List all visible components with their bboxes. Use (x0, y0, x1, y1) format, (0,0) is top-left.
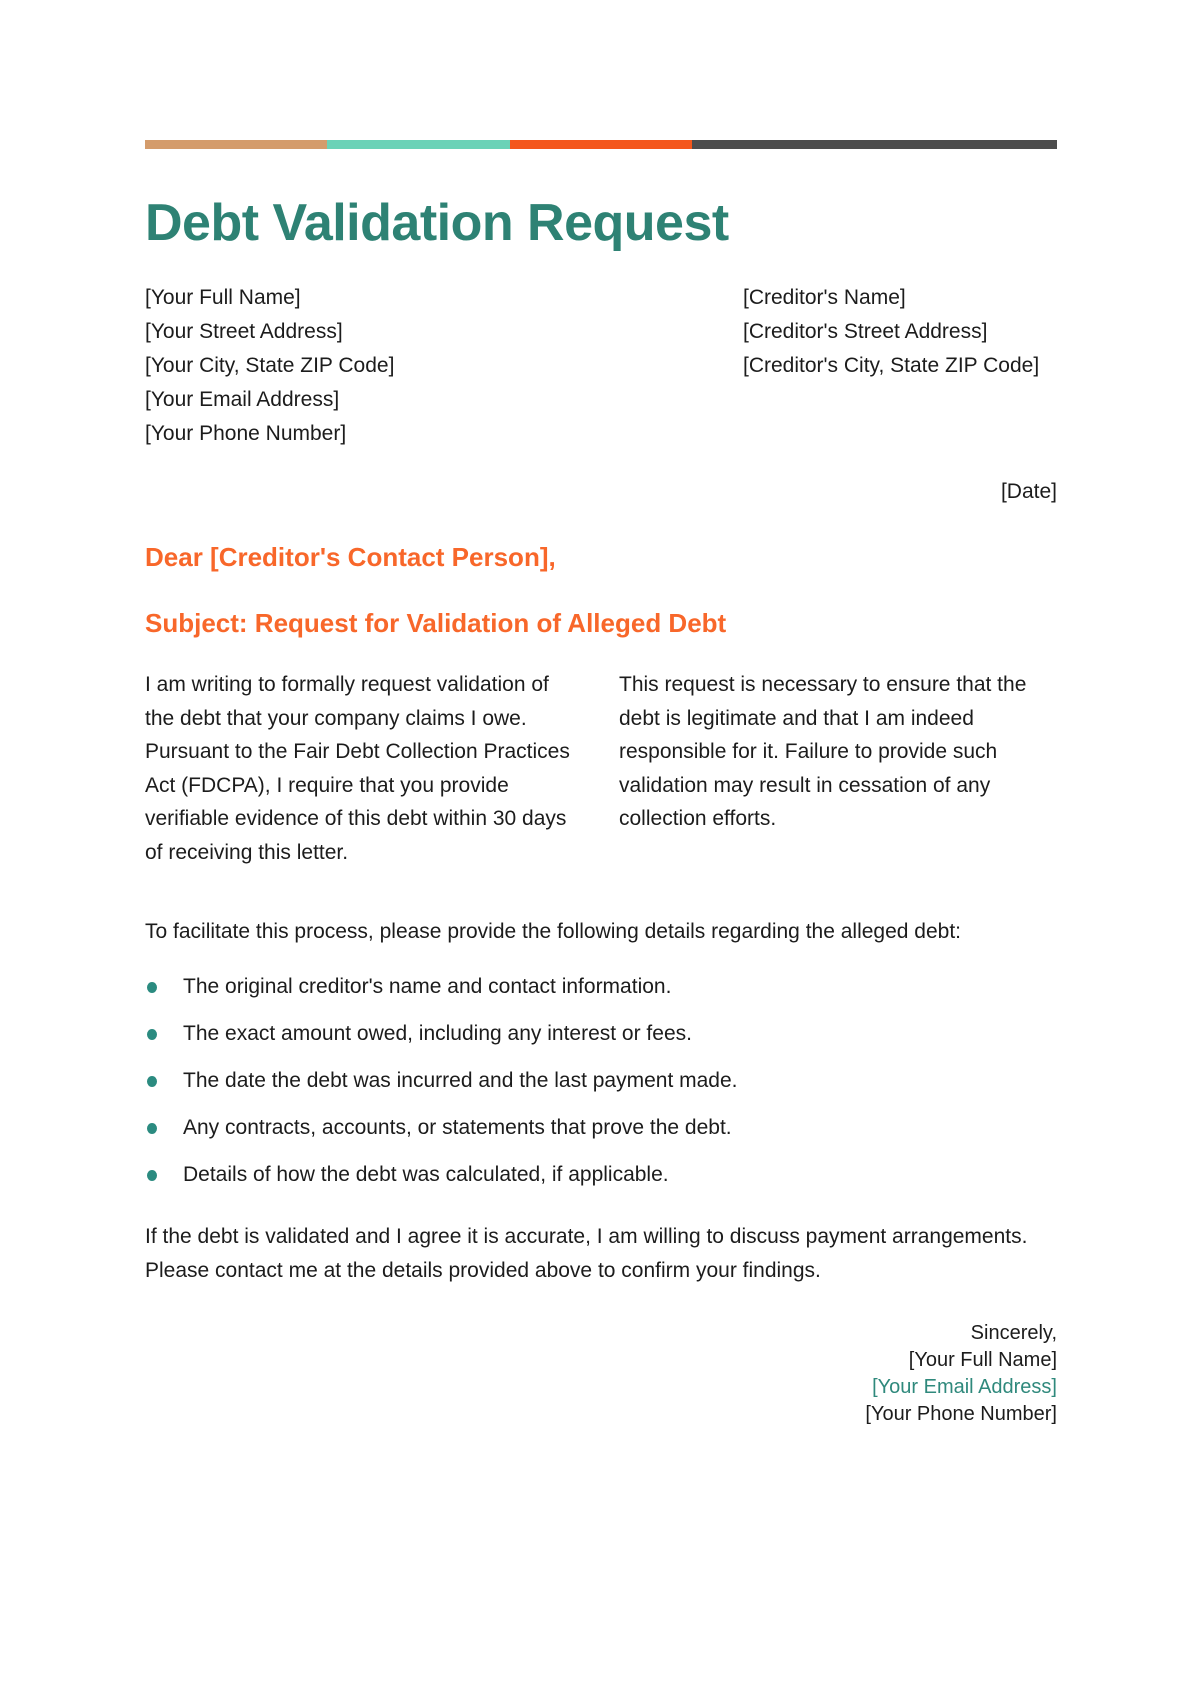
signature-closing: Sincerely, (970, 1322, 1057, 1344)
bullet-item (145, 970, 1057, 1004)
sender-address-line: [Your City, State ZIP Code] (145, 354, 395, 377)
accent-bar (145, 140, 1057, 149)
bullet-dot-icon (147, 1123, 157, 1134)
accent-bar-segment-mint (327, 140, 509, 149)
date-line: [Date] (1000, 480, 1057, 503)
body-two-column-section (145, 668, 1057, 869)
bullet-dot-icon (147, 982, 157, 993)
bullet-dot-icon (147, 1076, 157, 1087)
page-title: Debt Validation Request (145, 194, 729, 252)
accent-bar-segment-tan (145, 140, 327, 149)
recipient-address-line: [Creditor's Street Address] (743, 320, 988, 343)
bullet-item-text: The date the debt was incurred and the last payment made. (183, 1069, 738, 1092)
bullet-item-text: Details of how the debt was calculated, if applicable. (183, 1163, 669, 1186)
bullet-list (145, 970, 1057, 1192)
bullet-item-text: The exact amount owed, including any interest or fees. (183, 1022, 692, 1045)
sender-address-line: [Your Phone Number] (145, 422, 347, 445)
body-column-left: I am writing to formally request validation of the debt that your company claims I owe. Pursuant to the Fair Debt Collection Practices Act (FDCPA), I require that you provide verifiable evidence of this debt within 30 days of receiving this letter. (145, 673, 570, 864)
signature-phone: [Your Phone Number] (865, 1403, 1057, 1425)
bullet-item (145, 1158, 1057, 1192)
accent-bar-segment-dark (692, 140, 1057, 149)
list-intro: To facilitate this process, please provide the following details regarding the alleged debt: (145, 920, 961, 943)
accent-bar-segment-orange (510, 140, 692, 149)
closing-paragraph: If the debt is validated and I agree it is accurate, I am willing to discuss payment arrangements. Please contact me at the details provided above to confirm your findings. (145, 1225, 1028, 1282)
bullet-item-text: Any contracts, accounts, or statements that prove the debt. (183, 1116, 732, 1139)
recipient-address-block (743, 281, 1039, 383)
bullet-item (145, 1064, 1057, 1098)
bullet-item (145, 1111, 1057, 1145)
signature-email-link[interactable]: [Your Email Address] (872, 1376, 1057, 1398)
address-section (145, 281, 1057, 451)
signature-name: [Your Full Name] (908, 1349, 1057, 1371)
bullet-item (145, 1017, 1057, 1051)
recipient-address-line: [Creditor's Name] (743, 286, 906, 309)
subject-heading: Subject: Request for Validation of Alleged Debt (145, 608, 727, 638)
body-column-right: This request is necessary to ensure that the debt is legitimate and that I am indeed responsible for it. Failure to provide such validation may result in cessation of any collection efforts. (619, 673, 1027, 830)
bullet-dot-icon (147, 1170, 157, 1181)
sender-address-line: [Your Full Name] (145, 286, 301, 309)
sender-address-line: [Your Email Address] (145, 388, 340, 411)
sender-address-line: [Your Street Address] (145, 320, 343, 343)
bullet-item-text: The original creditor's name and contact information. (183, 975, 672, 998)
salutation-heading: Dear [Creditor's Contact Person], (145, 542, 556, 572)
bullet-dot-icon (147, 1029, 157, 1040)
signature-block (145, 1320, 1057, 1428)
recipient-address-line: [Creditor's City, State ZIP Code] (743, 354, 1040, 377)
